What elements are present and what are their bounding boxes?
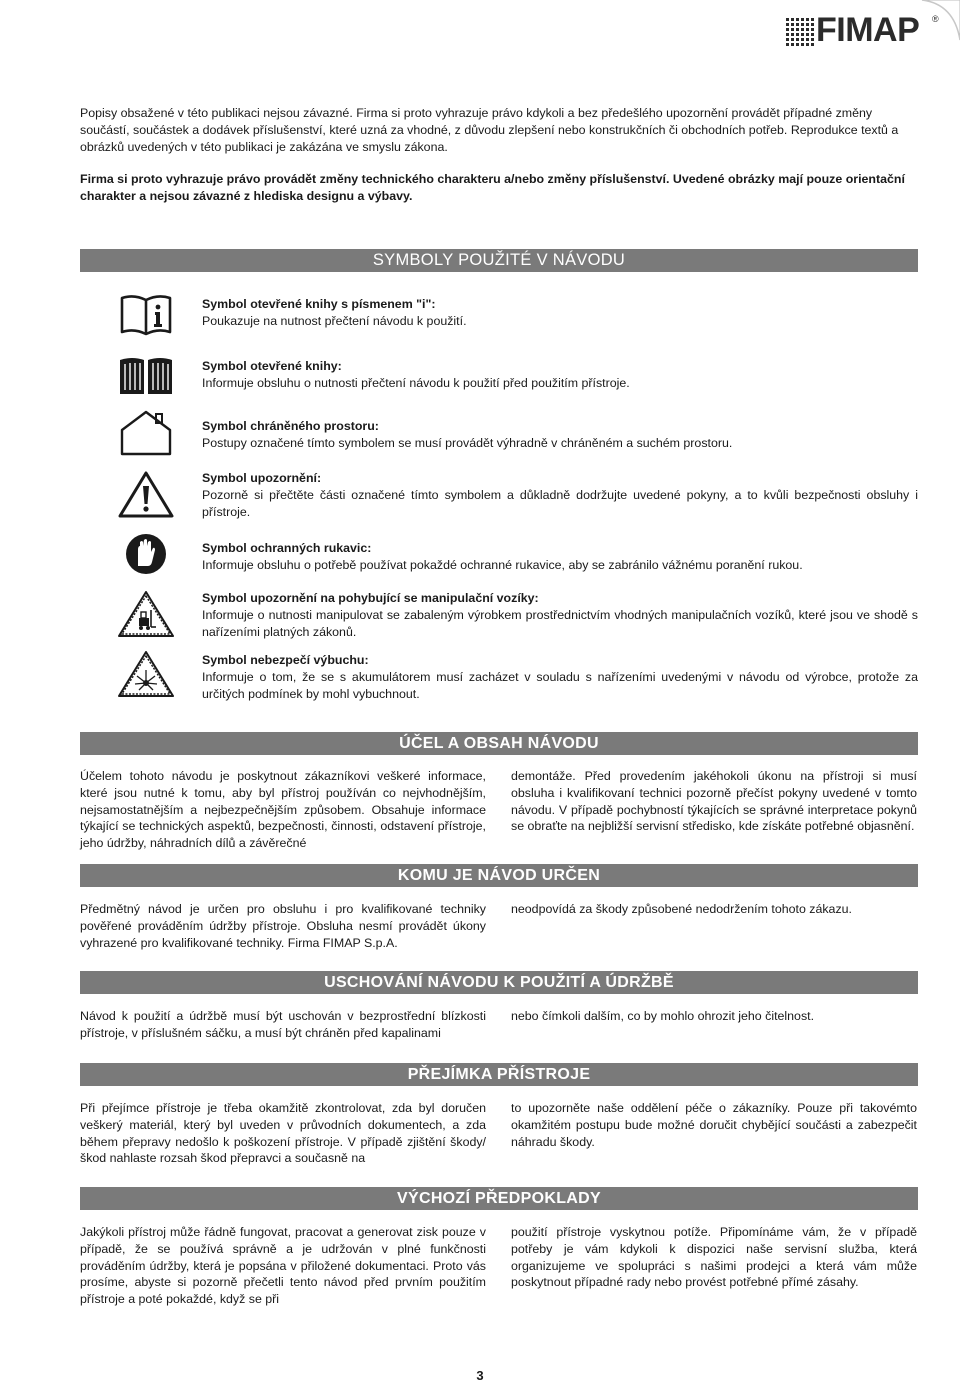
symbol-item [202,358,918,392]
symbol-description: Informuje obsluhu o potřebě používat pokaždé ochranné rukavice, aby se zabránilo vážnému poranění rukou. [202,558,803,572]
symbol-title: Symbol upozornění na pohybující se manipulační vozíky: [202,591,539,605]
symbol-description: Poukazuje na nutnost přečtení návodu k použití. [202,314,467,328]
symbol-item [202,470,918,521]
section-heading-prerequisites: VÝCHOZÍ PŘEDPOKLADY [80,1187,918,1210]
symbol-title: Symbol otevřené knihy s písmenem "i": [202,297,436,311]
symbol-description: Informuje o nutnosti manipulovat se zabaleným výrobkem prostřednictvím vhodných manipulačních vozíků, které jsou ve shodě s nařízeními platných zákonů. [202,608,918,639]
section-heading-storage: USCHOVÁNÍ NÁVODU K POUŽITÍ A ÚDRŽBĚ [80,971,918,994]
symbol-title: Symbol otevřené knihy: [202,359,342,373]
section-text-right: neodpovídá za škody způsobené nedodržením tohoto zákazu. [511,902,852,916]
symbol-description: Informuje obsluhu o nutnosti přečtení návodu k použití před použitím přístroje. [202,376,630,390]
symbol-item [202,652,918,703]
symbol-title: Symbol ochranných rukavic: [202,541,372,555]
section-text-right: použití přístroje vyskytnou potíže. Připomínáme vám, že v případě potřeby je vám kdykoli k dispozici naše servisní služba, která organizujeme ve spolupráci s našimi prodejci a která vám může poskytnout případné rady nebo provést potřebné přímé zásahy. [511,1225,917,1290]
section-text-left: Návod k použití a údržbě musí být uschován v bezprostřední blízkosti přístroje, v příslušném sáčku, a musí být chráněn před kapalinami [80,1009,486,1040]
symbol-item [202,590,918,641]
house-icon [118,408,174,456]
section-text-right: to upozorněte naše oddělení péče o zákazníky. Pouze při takovémto okamžitém postupu bude možné doručit chybějící součásti a zabezpečit náhradu škody. [511,1101,917,1149]
intro-bold-paragraph: Firma si proto vyhrazuje právo provádět změny technického charakteru a/nebo změny příslušenství. Uvedené obrázky mají pouze orientační charakter a nejsou závazné z hlediska designu a výbavy. [80,172,905,203]
brand-name: FIMAP [816,11,920,49]
section-text-left: Předmětný návod je určen pro obsluhu i pro kvalifikované techniky pověřené prováděním údržby přístroje. Obsluha nesmí provádět úkony vyhrazené pro kvalifikované techniky. Firma FIMAP S.p.A. [80,902,486,950]
page-number: 3 [476,1368,484,1383]
symbol-description: Informuje o tom, že se s akumulátorem musí zacházet v souladu s nařízeními uvedenými v návodu od výrobce, protože za určitých podmínek by mohl vybuchnout. [202,670,918,701]
symbol-item [202,540,918,574]
gloves-icon [118,530,174,578]
symbol-description: Pozorně si přečtěte části označené tímto symbolem a důkladně dodržujte uvedené pokyny, a to kvůli bezpečnosti obsluhy i přístroje. [202,488,918,519]
symbol-title: Symbol upozornění: [202,471,322,485]
section-heading-audience: KOMU JE NÁVOD URČEN [80,864,918,887]
section-text-right: nebo čímkoli dalším, co by mohlo ohrozit jeho čitelnost. [511,1009,815,1023]
section-text-left: Při přejímce přístroje je třeba okamžitě zkontrolovat, zda byl doručen veškerý materiál, který byl uveden v průvodních dokumentech, a zda během přepravy nedošlo k poškození přístroje. V případě zjištění škody/škod nahlaste rozsah škod přepravci a současně na [80,1101,486,1166]
symbol-item [202,418,918,452]
explosion-warning-icon [118,650,174,698]
section-heading-acceptance: PŘEJÍMKA PŘÍSTROJE [80,1063,918,1086]
section-heading-symbols: SYMBOLY POUŽITÉ V NÁVODU [80,249,918,272]
section-heading-purpose: ÚČEL A OBSAH NÁVODU [80,732,918,755]
brand-registered-mark: ® [932,14,939,24]
symbol-item [202,296,918,330]
intro-paragraph: Popisy obsažené v této publikaci nejsou závazné. Firma si proto vyhrazuje právo kdykoli a bez předešlého upozornění provádět případné změny součástí, součástek a dodávek příslušenství, které uzná za vhodné, z důvodu zlepšení nebo konstrukčních či obchodních potřeb. Reprodukce textů a obrázků uvedených v této publikaci je zakázána ve smyslu zákona. [80,106,899,154]
book-info-icon [118,294,174,336]
symbol-title: Symbol nebezpečí výbuchu: [202,653,369,667]
section-text-left: Jakýkoli přístroj může řádně fungovat, pracovat a generovat zisk pouze v případě, že se používá správně a je udržován v plné funkčnosti prováděním údržby, která je popsána v přiložené dokumentaci. Proto vás prosíme, abyste si pozorně přečetli tento návod před prvním použitím přístroje a poté pokaždé, když se při [80,1225,486,1307]
section-text-left: Účelem tohoto návodu je poskytnout zákazníkovi veškeré informace, které jsou nutné k tomu, aby byl přístroj používán co nejvhodnějším, nejsamostatnějším a nejbezpečnějším způsobem. Obsahuje informace týkající se technických aspektů, bezpečnosti, činnosti, odstavení přístroje, jeho údržby, náhradních dílů a závěrečné [80,769,486,851]
logo-dot-grid-icon [786,18,814,46]
symbol-title: Symbol chráněného prostoru: [202,419,379,433]
symbol-description: Postupy označené tímto symbolem se musí provádět výhradně v chráněném a suchém prostoru. [202,436,733,450]
warning-icon [118,470,174,518]
forklift-warning-icon [118,590,174,638]
section-text-right: demontáže. Před provedením jakéhokoli úkonu na přístroji si musí obsluha i kvalifikovaní technici pozorně přečíst pokyny uvedené v tomto návodu. V případě pochybností týkajících se správné interpretace pokynů se obraťte na nejbližší servisní středisko, kde získáte potřebné objasnění. [511,769,917,834]
open-book-icon [118,352,174,396]
brand-logo [786,11,946,49]
